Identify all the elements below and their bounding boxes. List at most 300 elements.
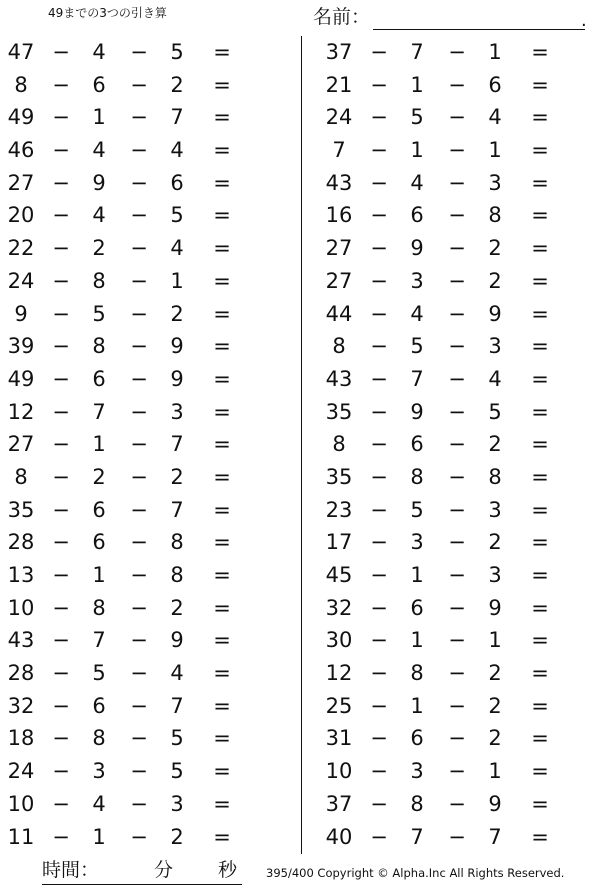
minuend: 43	[325, 170, 353, 195]
problem-row	[0, 526, 270, 559]
minuend: 24	[7, 759, 35, 784]
minus-sign: −	[370, 105, 388, 130]
subtrahend-1: 8	[410, 464, 424, 489]
subtrahend-1: 8	[92, 268, 106, 293]
equals-sign: =	[531, 301, 549, 326]
minus-sign: −	[130, 824, 148, 849]
subtrahend-1: 1	[92, 105, 106, 130]
subtrahend-1: 6	[410, 203, 424, 228]
subtrahend-1: 1	[410, 693, 424, 718]
equals-sign: =	[531, 824, 549, 849]
problem-row	[0, 624, 270, 657]
minus-sign: −	[130, 530, 148, 555]
minuend: 9	[14, 301, 28, 326]
minus-sign: −	[448, 628, 466, 653]
minus-sign: −	[52, 497, 70, 522]
equals-sign: =	[213, 105, 231, 130]
minus-sign: −	[52, 759, 70, 784]
minuend: 12	[325, 661, 353, 686]
minus-sign: −	[448, 563, 466, 587]
subtrahend-1: 1	[410, 563, 424, 587]
subtrahend-1: 4	[92, 40, 106, 64]
minuend: 37	[325, 791, 353, 816]
subtrahend-2: 3	[488, 497, 502, 522]
subtrahend-2: 9	[488, 791, 502, 816]
subtrahend-1: 4	[92, 791, 106, 816]
subtrahend-1: 3	[92, 759, 106, 784]
subtrahend-1: 3	[410, 268, 424, 293]
subtrahend-2: 2	[170, 72, 184, 97]
minus-sign: −	[130, 40, 148, 64]
equals-sign: =	[213, 693, 231, 718]
minus-sign: −	[52, 563, 70, 587]
minus-sign: −	[448, 726, 466, 751]
subtrahend-1: 6	[92, 693, 106, 718]
equals-sign: =	[531, 530, 549, 555]
minus-sign: −	[130, 497, 148, 522]
minus-sign: −	[52, 138, 70, 163]
minuend: 32	[7, 693, 35, 718]
subtrahend-2: 3	[170, 399, 184, 424]
minus-sign: −	[448, 72, 466, 97]
minus-sign: −	[370, 628, 388, 653]
minus-sign: −	[52, 464, 70, 489]
subtrahend-2: 9	[488, 595, 502, 620]
equals-sign: =	[531, 563, 549, 587]
minuend: 49	[7, 105, 35, 130]
subtrahend-2: 7	[170, 105, 184, 130]
problem-row	[318, 101, 588, 134]
minus-sign: −	[370, 595, 388, 620]
minuend: 39	[7, 334, 35, 359]
minus-sign: −	[448, 497, 466, 522]
minus-sign: −	[52, 301, 70, 326]
minus-sign: −	[448, 105, 466, 130]
problem-row	[318, 36, 588, 69]
subtrahend-2: 5	[170, 40, 184, 64]
subtrahend-2: 8	[488, 464, 502, 489]
minus-sign: −	[130, 138, 148, 163]
minus-sign: −	[52, 72, 70, 97]
problem-row	[318, 461, 588, 494]
minus-sign: −	[52, 628, 70, 653]
subtrahend-1: 8	[92, 726, 106, 751]
minus-sign: −	[52, 726, 70, 751]
equals-sign: =	[531, 40, 549, 64]
minus-sign: −	[130, 399, 148, 424]
minus-sign: −	[52, 432, 70, 457]
minuend: 25	[325, 693, 353, 718]
minus-sign: −	[370, 497, 388, 522]
subtrahend-2: 2	[170, 595, 184, 620]
minuend: 13	[7, 563, 35, 587]
minus-sign: −	[448, 203, 466, 228]
subtrahend-1: 7	[410, 824, 424, 849]
minuend: 27	[7, 432, 35, 457]
problem-row	[318, 722, 588, 755]
minus-sign: −	[52, 334, 70, 359]
minus-sign: −	[130, 334, 148, 359]
equals-sign: =	[531, 170, 549, 195]
minus-sign: −	[448, 693, 466, 718]
subtrahend-1: 6	[410, 595, 424, 620]
problem-row	[0, 461, 270, 494]
minus-sign: −	[370, 399, 388, 424]
equals-sign: =	[531, 105, 549, 130]
subtrahend-2: 9	[170, 628, 184, 653]
minus-sign: −	[448, 268, 466, 293]
equals-sign: =	[213, 203, 231, 228]
subtrahend-2: 6	[488, 72, 502, 97]
minus-sign: −	[52, 693, 70, 718]
subtrahend-1: 8	[410, 661, 424, 686]
minus-sign: −	[370, 170, 388, 195]
subtrahend-1: 6	[410, 726, 424, 751]
minus-sign: −	[370, 693, 388, 718]
minuend: 24	[325, 105, 353, 130]
minus-sign: −	[370, 72, 388, 97]
subtrahend-1: 3	[410, 759, 424, 784]
subtrahend-2: 1	[488, 138, 502, 163]
subtrahend-1: 7	[410, 366, 424, 391]
equals-sign: =	[213, 628, 231, 653]
problem-row	[318, 330, 588, 363]
minus-sign: −	[52, 530, 70, 555]
minus-sign: −	[448, 399, 466, 424]
name-label: 名前：	[313, 6, 371, 28]
problem-row	[318, 69, 588, 102]
equals-sign: =	[531, 464, 549, 489]
minuend: 8	[14, 72, 28, 97]
minuend: 28	[7, 661, 35, 686]
minus-sign: −	[130, 236, 148, 261]
minus-sign: −	[130, 432, 148, 457]
seconds-label: 秒	[218, 859, 238, 881]
minus-sign: −	[448, 530, 466, 555]
subtrahend-1: 2	[92, 236, 106, 261]
subtrahend-1: 4	[410, 170, 424, 195]
minuend: 10	[325, 759, 353, 784]
subtrahend-2: 2	[488, 236, 502, 261]
problem-row	[318, 428, 588, 461]
subtrahend-2: 2	[488, 726, 502, 751]
problem-row	[318, 526, 588, 559]
subtrahend-2: 2	[170, 301, 184, 326]
subtrahend-1: 1	[92, 824, 106, 849]
equals-sign: =	[531, 399, 549, 424]
equals-sign: =	[531, 203, 549, 228]
subtrahend-1: 8	[410, 791, 424, 816]
minus-sign: −	[370, 824, 388, 849]
subtrahend-1: 5	[410, 334, 424, 359]
minus-sign: −	[370, 563, 388, 587]
column-divider	[301, 36, 302, 854]
problem-row	[0, 101, 270, 134]
equals-sign: =	[213, 399, 231, 424]
subtrahend-2: 8	[170, 530, 184, 555]
problem-row	[318, 788, 588, 821]
equals-sign: =	[213, 72, 231, 97]
minuend: 21	[325, 72, 353, 97]
subtrahend-2: 3	[488, 334, 502, 359]
minus-sign: −	[52, 366, 70, 391]
time-record-field	[42, 856, 242, 885]
problem-row	[0, 330, 270, 363]
minus-sign: −	[130, 595, 148, 620]
problem-row	[0, 788, 270, 821]
subtrahend-1: 6	[92, 497, 106, 522]
subtrahend-2: 4	[170, 661, 184, 686]
problem-row	[318, 559, 588, 592]
minus-sign: −	[52, 824, 70, 849]
subtrahend-2: 5	[170, 726, 184, 751]
subtrahend-1: 8	[92, 334, 106, 359]
equals-sign: =	[213, 464, 231, 489]
minuend: 7	[332, 138, 346, 163]
equals-sign: =	[213, 791, 231, 816]
problem-row	[0, 134, 270, 167]
minus-sign: −	[448, 791, 466, 816]
subtrahend-2: 7	[170, 693, 184, 718]
minus-sign: −	[130, 170, 148, 195]
minus-sign: −	[370, 301, 388, 326]
minus-sign: −	[448, 301, 466, 326]
subtrahend-1: 5	[92, 661, 106, 686]
minus-sign: −	[448, 170, 466, 195]
minuend: 43	[7, 628, 35, 653]
equals-sign: =	[531, 726, 549, 751]
minus-sign: −	[448, 334, 466, 359]
minus-sign: −	[130, 301, 148, 326]
subtrahend-2: 2	[488, 530, 502, 555]
minuend: 31	[325, 726, 353, 751]
minuend: 43	[325, 366, 353, 391]
equals-sign: =	[213, 595, 231, 620]
subtrahend-2: 3	[170, 791, 184, 816]
minus-sign: −	[448, 40, 466, 64]
equals-sign: =	[531, 236, 549, 261]
problem-row	[318, 199, 588, 232]
minus-sign: −	[130, 268, 148, 293]
minus-sign: −	[130, 464, 148, 489]
minuend: 20	[7, 203, 35, 228]
equals-sign: =	[213, 726, 231, 751]
problem-row	[318, 690, 588, 723]
subtrahend-1: 1	[92, 432, 106, 457]
problem-row	[318, 755, 588, 788]
subtrahend-1: 3	[410, 530, 424, 555]
right-problem-column	[318, 36, 588, 853]
problem-row	[318, 396, 588, 429]
minuend: 8	[332, 432, 346, 457]
subtrahend-1: 1	[92, 563, 106, 587]
equals-sign: =	[531, 628, 549, 653]
equals-sign: =	[213, 759, 231, 784]
subtrahend-2: 2	[488, 268, 502, 293]
equals-sign: =	[531, 432, 549, 457]
minus-sign: −	[448, 661, 466, 686]
minus-sign: −	[370, 40, 388, 64]
minus-sign: −	[130, 726, 148, 751]
minus-sign: −	[52, 791, 70, 816]
minuend: 17	[325, 530, 353, 555]
problem-row	[0, 363, 270, 396]
subtrahend-1: 9	[410, 236, 424, 261]
subtrahend-2: 7	[170, 432, 184, 457]
subtrahend-1: 5	[92, 301, 106, 326]
equals-sign: =	[213, 40, 231, 64]
equals-sign: =	[213, 497, 231, 522]
subtrahend-1: 7	[92, 399, 106, 424]
subtrahend-2: 4	[488, 366, 502, 391]
minuend: 30	[325, 628, 353, 653]
minus-sign: −	[130, 203, 148, 228]
problem-row	[318, 298, 588, 331]
equals-sign: =	[213, 268, 231, 293]
subtrahend-2: 5	[488, 399, 502, 424]
equals-sign: =	[531, 268, 549, 293]
subtrahend-1: 6	[410, 432, 424, 457]
subtrahend-1: 5	[410, 497, 424, 522]
minus-sign: −	[448, 824, 466, 849]
equals-sign: =	[213, 170, 231, 195]
problem-row	[0, 265, 270, 298]
subtrahend-2: 3	[488, 563, 502, 587]
equals-sign: =	[531, 366, 549, 391]
subtrahend-2: 1	[488, 40, 502, 64]
subtrahend-2: 2	[488, 693, 502, 718]
subtrahend-2: 1	[488, 759, 502, 784]
equals-sign: =	[213, 530, 231, 555]
minus-sign: −	[130, 628, 148, 653]
minus-sign: −	[370, 661, 388, 686]
problem-row	[318, 624, 588, 657]
minus-sign: −	[130, 759, 148, 784]
name-field[interactable]	[313, 4, 587, 31]
problem-row	[0, 821, 270, 854]
subtrahend-1: 1	[410, 628, 424, 653]
problem-row	[0, 428, 270, 461]
minus-sign: −	[130, 72, 148, 97]
minuend: 35	[325, 464, 353, 489]
equals-sign: =	[213, 334, 231, 359]
problem-row	[0, 167, 270, 200]
minuend: 27	[325, 236, 353, 261]
minus-sign: −	[370, 138, 388, 163]
name-underline	[373, 29, 585, 30]
minuend: 11	[7, 824, 35, 849]
equals-sign: =	[213, 366, 231, 391]
problem-row	[0, 755, 270, 788]
problem-row	[0, 396, 270, 429]
subtrahend-1: 4	[410, 301, 424, 326]
subtrahend-1: 6	[92, 530, 106, 555]
minus-sign: −	[370, 366, 388, 391]
equals-sign: =	[213, 301, 231, 326]
minus-sign: −	[448, 138, 466, 163]
subtrahend-2: 7	[488, 824, 502, 849]
minus-sign: −	[370, 464, 388, 489]
subtrahend-2: 8	[488, 203, 502, 228]
problem-row	[318, 592, 588, 625]
minus-sign: −	[448, 759, 466, 784]
subtrahend-1: 7	[92, 628, 106, 653]
subtrahend-1: 6	[92, 366, 106, 391]
minuend: 18	[7, 726, 35, 751]
subtrahend-1: 1	[410, 138, 424, 163]
equals-sign: =	[213, 138, 231, 163]
minuend: 49	[7, 366, 35, 391]
problem-row	[0, 494, 270, 527]
minus-sign: −	[370, 334, 388, 359]
minuend: 46	[7, 138, 35, 163]
minus-sign: −	[448, 595, 466, 620]
minuend: 40	[325, 824, 353, 849]
subtrahend-1: 8	[92, 595, 106, 620]
equals-sign: =	[531, 791, 549, 816]
minutes-label: 分	[154, 859, 174, 881]
minus-sign: −	[52, 40, 70, 64]
minus-sign: −	[52, 268, 70, 293]
subtrahend-1: 7	[410, 40, 424, 64]
minuend: 10	[7, 595, 35, 620]
left-problem-column	[0, 36, 270, 853]
problem-row	[318, 821, 588, 854]
equals-sign: =	[531, 595, 549, 620]
minus-sign: −	[130, 791, 148, 816]
problem-row	[0, 592, 270, 625]
copyright-text: 395/400 Copyright © Alpha.Inc All Rights Reserved.	[266, 866, 565, 880]
subtrahend-2: 8	[170, 563, 184, 587]
equals-sign: =	[213, 824, 231, 849]
subtrahend-1: 2	[92, 464, 106, 489]
minuend: 22	[7, 236, 35, 261]
subtrahend-1: 5	[410, 105, 424, 130]
minuend: 28	[7, 530, 35, 555]
problem-row	[318, 494, 588, 527]
minuend: 8	[332, 334, 346, 359]
minus-sign: −	[448, 236, 466, 261]
subtrahend-2: 1	[170, 268, 184, 293]
minus-sign: −	[52, 595, 70, 620]
subtrahend-1: 9	[92, 170, 106, 195]
minus-sign: −	[52, 170, 70, 195]
minuend: 35	[7, 497, 35, 522]
minuend: 44	[325, 301, 353, 326]
time-label: 時間：	[42, 859, 100, 881]
equals-sign: =	[531, 759, 549, 784]
minus-sign: −	[52, 236, 70, 261]
problem-row	[318, 265, 588, 298]
subtrahend-1: 1	[410, 72, 424, 97]
equals-sign: =	[531, 497, 549, 522]
minus-sign: −	[448, 464, 466, 489]
subtrahend-2: 2	[170, 824, 184, 849]
equals-sign: =	[531, 334, 549, 359]
subtrahend-2: 2	[488, 432, 502, 457]
minus-sign: −	[370, 791, 388, 816]
minuend: 23	[325, 497, 353, 522]
minuend: 10	[7, 791, 35, 816]
minuend: 45	[325, 563, 353, 587]
minuend: 35	[325, 399, 353, 424]
minus-sign: −	[370, 236, 388, 261]
minus-sign: −	[52, 203, 70, 228]
minus-sign: −	[52, 399, 70, 424]
problem-row	[0, 690, 270, 723]
problem-row	[318, 657, 588, 690]
problem-row	[0, 36, 270, 69]
